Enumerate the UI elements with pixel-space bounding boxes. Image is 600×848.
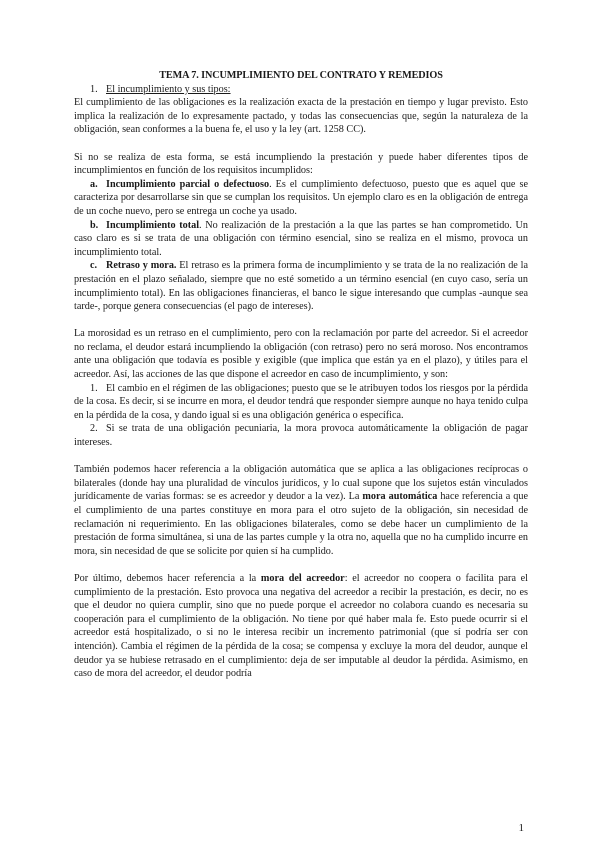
text-run: Por último, debemos hacer referencia a la — [74, 572, 261, 584]
type-text: El retraso es la primera forma de incumplimiento y se trata de la no realización de la prestación en el plazo señalado, siempre que no esté sometido a un término esencial (en cuyo caso, sería un incumplimiento total). En las obligaciones financieras, el banco le sigue interesando que cumplas -aunque sea tarde-, porque genera consecuencias (el pago de intereses). — [74, 260, 529, 313]
type-term: Incumplimiento parcial o defectuoso — [106, 178, 270, 190]
action-item-2 — [74, 422, 528, 449]
text-run: hace referencia a que el cumplimiento de una partes constituye en mora para el otro sujeto de la obligación, sin necesidad de reclamación ni requerimiento. En las obligaciones bilaterales, como se debe hacer un cumplimiento de la prestación de forma simultánea, si una de las partes cumple y la otra no, aquella que no ha cumplido incurre en mora, sin necesidad de que se solicite por quien sí ha cumplido. — [74, 491, 528, 557]
paragraph-morosidad: La morosidad es un retraso en el cumplimiento, pero con la reclamación por parte del acreedor. Si el acreedor no reclama, el deudor estará incumpliendo la obligación (con retraso) pero no será moroso. Nos encontramos ante una obligación que todavía es posible y exigible (que implica que están ya en el plazo), y útiles para el acreedor. Así, las acciones de las que dispone el acreedor en caso de incumplimiento, y son: — [74, 328, 528, 381]
type-item-a — [74, 178, 528, 219]
type-text: . No realización de la prestación a la que las partes se han comprometido. Un caso claro es si se trata de una obligación con término esencial, sino se realiza en el mismo, provoca un incumplimiento total. — [74, 219, 528, 258]
action-text: El cambio en el régimen de las obligaciones; puesto que se le atribuyen todos los riesgos por la pérdida de la cosa. Es decir, si se incurre en mora, el deudor tendrá que responder siempre aunque no haya tenido culpa en la pérdida de la cosa, y dando igual si es una obligación genérica o específica. — [74, 382, 528, 421]
text-run: : el acreedor no coopera o facilita para el cumplimiento de la prestación. Esto provoca una negativa del acreedor a recibir la prestación, es decir, no es que el deudor no quiera cumplir, sino que no puede porque el acreedor no colabora cuando es necesaria su cooperación para el cumplimiento de la obligación. No tiene por qué haber mala fe. Esto puede ocurrir si el acreedor está hospitalizado, o si no le interesa recibir un incremento patrimonial (que sí podría ser con intención). Cambia el régimen de la pérdida de la cosa; se compensa y excluye la mora del deudor, aunque el deudor ya se hubiese retrasado en el cumplimiento: deja de ser imputable al deudor la pérdida. Asimismo, en caso de mora del acreedor, el deudor podría — [74, 572, 528, 680]
paragraph-cumplimiento: El cumplimiento de las obligaciones es la realización exacta de la prestación en tiempo y lugar previsto. Esto implica la realización de lo expresamente pactado, y todas las consecuencias que, según la naturaleza de la obligación, sean conformes a la buena fe, el uso y la ley (art. 1258 CC). — [74, 97, 528, 136]
section-label: El incumplimiento y sus tipos: — [106, 83, 231, 95]
page-number: 1 — [518, 822, 524, 834]
document-body — [74, 69, 528, 681]
paragraph-mora-acreedor — [74, 572, 528, 681]
action-number: 2. — [90, 423, 98, 435]
type-item-b — [74, 219, 528, 260]
term-mora-acreedor: mora del acreedor — [260, 572, 345, 584]
type-letter: c. — [90, 260, 98, 272]
paragraph-incumplimiento-intro: Si no se realiza de esta forma, se está incumpliendo la prestación y puede haber diferentes tipos de incumplimientos en función de los requisitos incumplidos: — [74, 151, 528, 177]
type-letter: b. — [90, 219, 99, 231]
type-item-c — [74, 259, 528, 313]
document-title: TEMA 7. INCUMPLIMIENTO DEL CONTRATO Y REMEDIOS — [159, 70, 443, 81]
section-heading — [74, 83, 528, 97]
type-term: Incumplimiento total — [106, 219, 200, 231]
text-run: También podemos hacer referencia a la obligación automática que se aplica a las obligaciones recíprocas o bilaterales (donde hay una pluralidad de vínculos jurídicos, y lo cual supone que los sujetos están vinculados jurídicamente de varias formas: se es acreedor y deudor a la vez). La — [74, 464, 528, 503]
action-number: 1. — [90, 382, 98, 394]
type-term: Retraso y mora. — [106, 260, 177, 272]
term-mora-automatica: mora automática — [362, 491, 438, 503]
type-letter: a. — [90, 178, 98, 190]
section-number: 1. — [90, 83, 98, 95]
action-text: Si se trata de una obligación pecuniaria, la mora provoca automáticamente la obligación de pagar intereses. — [74, 423, 528, 449]
type-text: . Es el cumplimiento defectuoso, puesto que es aquel que se caracteriza por desarrollarse sin que se cumplan los requisitos. Un ejemplo claro es en la obligación de entrega de un coche nuevo, pero se entrega un coche ya usado. — [74, 178, 528, 217]
paragraph-mora-automatica — [74, 463, 528, 558]
action-item-1 — [74, 382, 528, 423]
